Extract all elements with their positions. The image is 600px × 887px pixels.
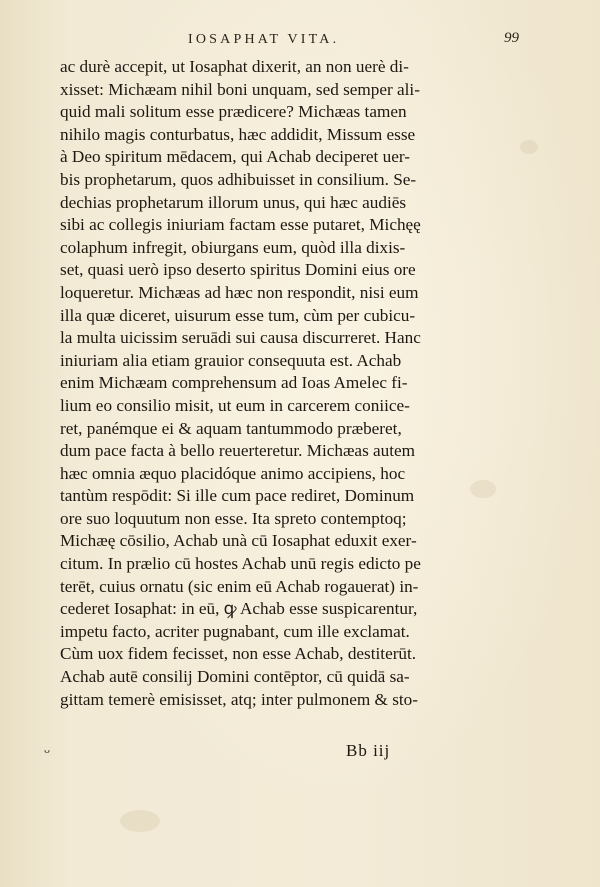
text-line: impetu facto, acriter pugnabant, cum ille exclamat. xyxy=(60,621,410,641)
text-line: à Deo spiritum mēdacem, qui Achab deciperet uer- xyxy=(60,147,410,167)
text-line: terēt, cuius ornatu (sic enim eū Achab rogauerat) in- xyxy=(60,576,419,596)
signature-mark: Bb iij xyxy=(346,741,391,760)
text-line: ac durè accepit, ut Iosaphat dixerit, an non uerè di- xyxy=(60,57,409,76)
text-line: set, quasi uerò ipso deserto spiritus Domini eius ore xyxy=(60,260,416,280)
text-line: cederet Iosaphat: in eū, ꝙ Achab esse suspicarentur, xyxy=(60,599,418,619)
paper-stain xyxy=(120,810,160,832)
text-line: dum pace facta à bello reuerteretur. Michæas autem xyxy=(60,441,416,461)
text-line: Achab autē consilij Domini contēptor, cū quidā sa- xyxy=(60,667,410,687)
text-line: ore suo loquutum non esse. Ita spreto contemptoq; xyxy=(60,508,407,528)
text-line: citum. In prælio cū hostes Achab unū regis edicto pe xyxy=(60,554,421,574)
text-line: gittam temerè emisisset, atq; inter pulmonem & sto- xyxy=(60,689,419,709)
body-text xyxy=(60,56,452,711)
text-line: quid mali solitum esse prædicere? Michæas tamen xyxy=(60,102,407,122)
text-line: bis prophetarum, quos adhibuisset in consilium. Se- xyxy=(60,169,417,189)
text-line: sibi ac collegis iniuriam factam esse putaret, Michęę xyxy=(60,215,421,235)
text-line: xisset: Michæam nihil boni unquam, sed semper ali- xyxy=(60,79,420,99)
text-line: enim Michæam comprehensum ad Ioas Amelec fi- xyxy=(60,373,408,393)
text-line: lium eo consilio misit, ut eum in carcerem coniice- xyxy=(60,395,410,415)
text-line: iniuriam alia etiam grauior consequuta est. Achab xyxy=(60,350,402,370)
text-line: ret, panémque ei & aquam tantummodo præberet, xyxy=(60,418,402,438)
text-line: la multa uicissim seruādi sui causa discurreret. Hanc xyxy=(60,328,421,348)
text-line: dechias prophetarum illorum unus, qui hæc audiēs xyxy=(60,192,407,212)
text-line: tantùm respōdit: Si ille cum pace rediret, Dominum xyxy=(60,486,415,506)
paper-stain xyxy=(520,140,538,154)
text-line: colaphum infregit, obiurgans eum, quòd illa dixis- xyxy=(60,237,406,257)
text-line: illa quæ diceret, uisurum esse tum, cùm per cubicu- xyxy=(60,305,416,325)
text-line: nihilo magis conturbatus, hæc addidit, Missum esse xyxy=(60,124,416,144)
text-line: Cùm uox fidem fecisset, non esse Achab, destiterūt. xyxy=(60,644,417,664)
paper-stain xyxy=(470,480,496,498)
running-head xyxy=(0,28,600,52)
page-number: 99 xyxy=(504,30,519,46)
text-line: loqueretur. Michæas ad hæc non respondit, nisi eum xyxy=(60,282,419,302)
running-title: IOSAPHAT VITA. xyxy=(188,32,340,47)
text-line: Michæę cōsilio, Achab unà cū Iosaphat eduxit exer- xyxy=(60,531,417,551)
text-line: hæc omnia æquo placidóque animo accipiens, hoc xyxy=(60,463,406,483)
flourish-mark: ᴗ xyxy=(44,745,51,756)
